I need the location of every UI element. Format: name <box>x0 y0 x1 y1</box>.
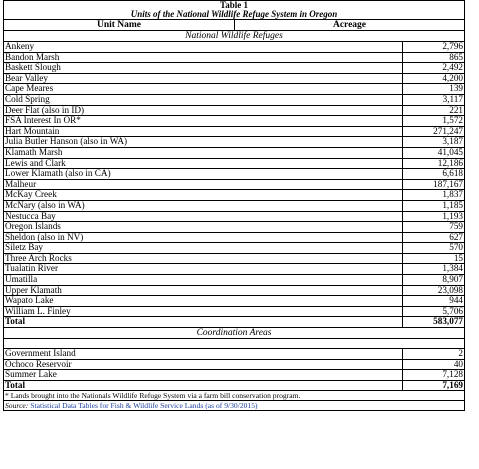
table-row <box>4 127 464 138</box>
coordination-total-value: 7,169 <box>402 381 464 391</box>
refuge-table <box>3 0 465 411</box>
unit-name-cell: Oregon Islands <box>5 222 61 232</box>
table-row <box>4 222 464 233</box>
unit-name-cell: Government Island <box>5 349 76 359</box>
unit-name-cell: Three Arch Rocks <box>5 253 72 263</box>
table-row <box>4 370 464 381</box>
acreage-cell: 865 <box>402 53 464 63</box>
acreage-cell: 8,907 <box>402 275 464 285</box>
table-row <box>4 159 464 170</box>
unit-name-cell: McNary (also in WA) <box>5 200 85 210</box>
unit-name-cell: Ankeny <box>5 42 35 51</box>
table-row <box>4 137 464 148</box>
acreage-cell: 1,572 <box>402 116 464 126</box>
blank-row <box>4 339 464 349</box>
table-row <box>4 360 464 371</box>
unit-name-cell: FSA Interest In OR* <box>5 116 81 126</box>
source-label: Source: <box>5 401 29 411</box>
table-row <box>4 264 464 275</box>
unit-name-cell: Lewis and Clark <box>5 158 66 168</box>
unit-name-cell: Bear Valley <box>5 73 48 83</box>
acreage-cell: 1,193 <box>402 212 464 222</box>
table-row <box>4 212 464 223</box>
unit-name-cell: Hart Mountain <box>5 126 60 136</box>
table-row <box>4 169 464 180</box>
unit-name-cell: Cape Meares <box>5 84 54 94</box>
source-link[interactable]: Statistical Data Tables for Fish & Wildlife Service Lands (as of 9/30/2015) <box>30 401 258 411</box>
acreage-cell: 1,185 <box>402 201 464 211</box>
acreage-cell: 3,117 <box>402 95 464 105</box>
footnote: * Lands brought into the Nationals Wildlife Refuge System via a farm bill conservation program. <box>4 391 464 401</box>
acreage-cell: 1,837 <box>402 190 464 200</box>
refuge-rows <box>4 42 464 317</box>
table-row <box>4 286 464 297</box>
unit-name-cell: Summer Lake <box>5 370 57 380</box>
acreage-cell: 1,384 <box>402 264 464 274</box>
table-row <box>4 201 464 212</box>
table-row <box>4 275 464 286</box>
acreage-cell: 4,200 <box>402 74 464 84</box>
table-header <box>4 1 464 19</box>
unit-name-cell: Siletz Bay <box>5 243 44 253</box>
refuges-total-row <box>4 317 464 328</box>
acreage-cell: 2,492 <box>402 63 464 73</box>
table-row <box>4 84 464 95</box>
unit-name-cell: Julia Butler Hanson (also in WA) <box>5 137 128 147</box>
section-refuges-heading: National Wildlife Refuges <box>4 31 464 42</box>
unit-name-header: Unit Name <box>4 20 235 30</box>
acreage-cell: 12,186 <box>402 159 464 169</box>
unit-name-cell: Malheur <box>5 179 37 189</box>
table-subtitle: Units of the National Wildlife Refuge System in Oregon <box>130 9 338 19</box>
table-row <box>4 63 464 74</box>
unit-name-cell: Umatilla <box>5 275 38 285</box>
table-row <box>4 95 464 106</box>
acreage-cell: 759 <box>402 222 464 232</box>
acreage-cell: 3,187 <box>402 137 464 147</box>
unit-name-cell: Klamath Marsh <box>5 147 63 157</box>
table-row <box>4 296 464 307</box>
acreage-cell: 221 <box>402 106 464 116</box>
unit-name-cell: Bandon Marsh <box>5 52 60 62</box>
coordination-total-label: Total <box>5 380 26 390</box>
acreage-cell: 627 <box>402 233 464 243</box>
table-row <box>4 307 464 318</box>
table-row <box>4 254 464 265</box>
acreage-cell: 15 <box>402 254 464 264</box>
unit-name-cell: Baskett Slough <box>5 63 61 73</box>
refuges-total-value: 583,077 <box>402 317 464 327</box>
acreage-cell: 6,618 <box>402 169 464 179</box>
table-row <box>4 243 464 254</box>
acreage-cell: 944 <box>402 296 464 306</box>
table-row <box>4 53 464 64</box>
acreage-cell: 570 <box>402 243 464 253</box>
acreage-cell: 2,796 <box>402 42 464 52</box>
acreage-header: Acreage <box>332 20 367 30</box>
unit-name-cell: Upper Klamath <box>5 285 62 295</box>
acreage-cell: 41,045 <box>402 148 464 158</box>
coordination-total-row <box>4 381 464 392</box>
table-row <box>4 190 464 201</box>
acreage-cell: 23,098 <box>402 286 464 296</box>
source-line <box>4 401 464 410</box>
acreage-cell: 7,128 <box>402 370 464 380</box>
coordination-rows <box>4 349 464 381</box>
refuges-total-label: Total <box>5 317 26 327</box>
table-row <box>4 233 464 244</box>
unit-name-cell: McKay Creek <box>5 190 57 200</box>
acreage-cell: 2 <box>402 349 464 359</box>
unit-name-cell: Lower Klamath (also in CA) <box>5 169 111 179</box>
unit-name-cell: Sheldon (also in NV) <box>5 232 84 242</box>
column-headers <box>4 19 464 31</box>
unit-name-cell: Deer Flat (also in ID) <box>5 105 85 115</box>
table-row <box>4 42 464 53</box>
unit-name-cell: Wapato Lake <box>5 296 54 306</box>
table-row <box>4 74 464 85</box>
table-title: Table 1 <box>220 0 248 10</box>
table-row <box>4 349 464 360</box>
acreage-cell: 40 <box>402 360 464 370</box>
unit-name-cell: Cold Spring <box>5 94 50 104</box>
table-row <box>4 106 464 117</box>
unit-name-cell: Nestucca Bay <box>5 211 56 221</box>
acreage-cell: 271,247 <box>402 127 464 137</box>
table-row <box>4 148 464 159</box>
unit-name-cell: Tualatin River <box>5 264 58 274</box>
acreage-cell: 139 <box>402 84 464 94</box>
table-row <box>4 116 464 127</box>
unit-name-cell: William L. Finley <box>5 306 71 316</box>
acreage-cell: 187,167 <box>402 180 464 190</box>
table-row <box>4 180 464 191</box>
section-coordination-heading: Coordination Areas <box>4 328 464 339</box>
unit-name-cell: Ochoco Reservoir <box>5 359 72 369</box>
acreage-cell: 5,706 <box>402 307 464 317</box>
